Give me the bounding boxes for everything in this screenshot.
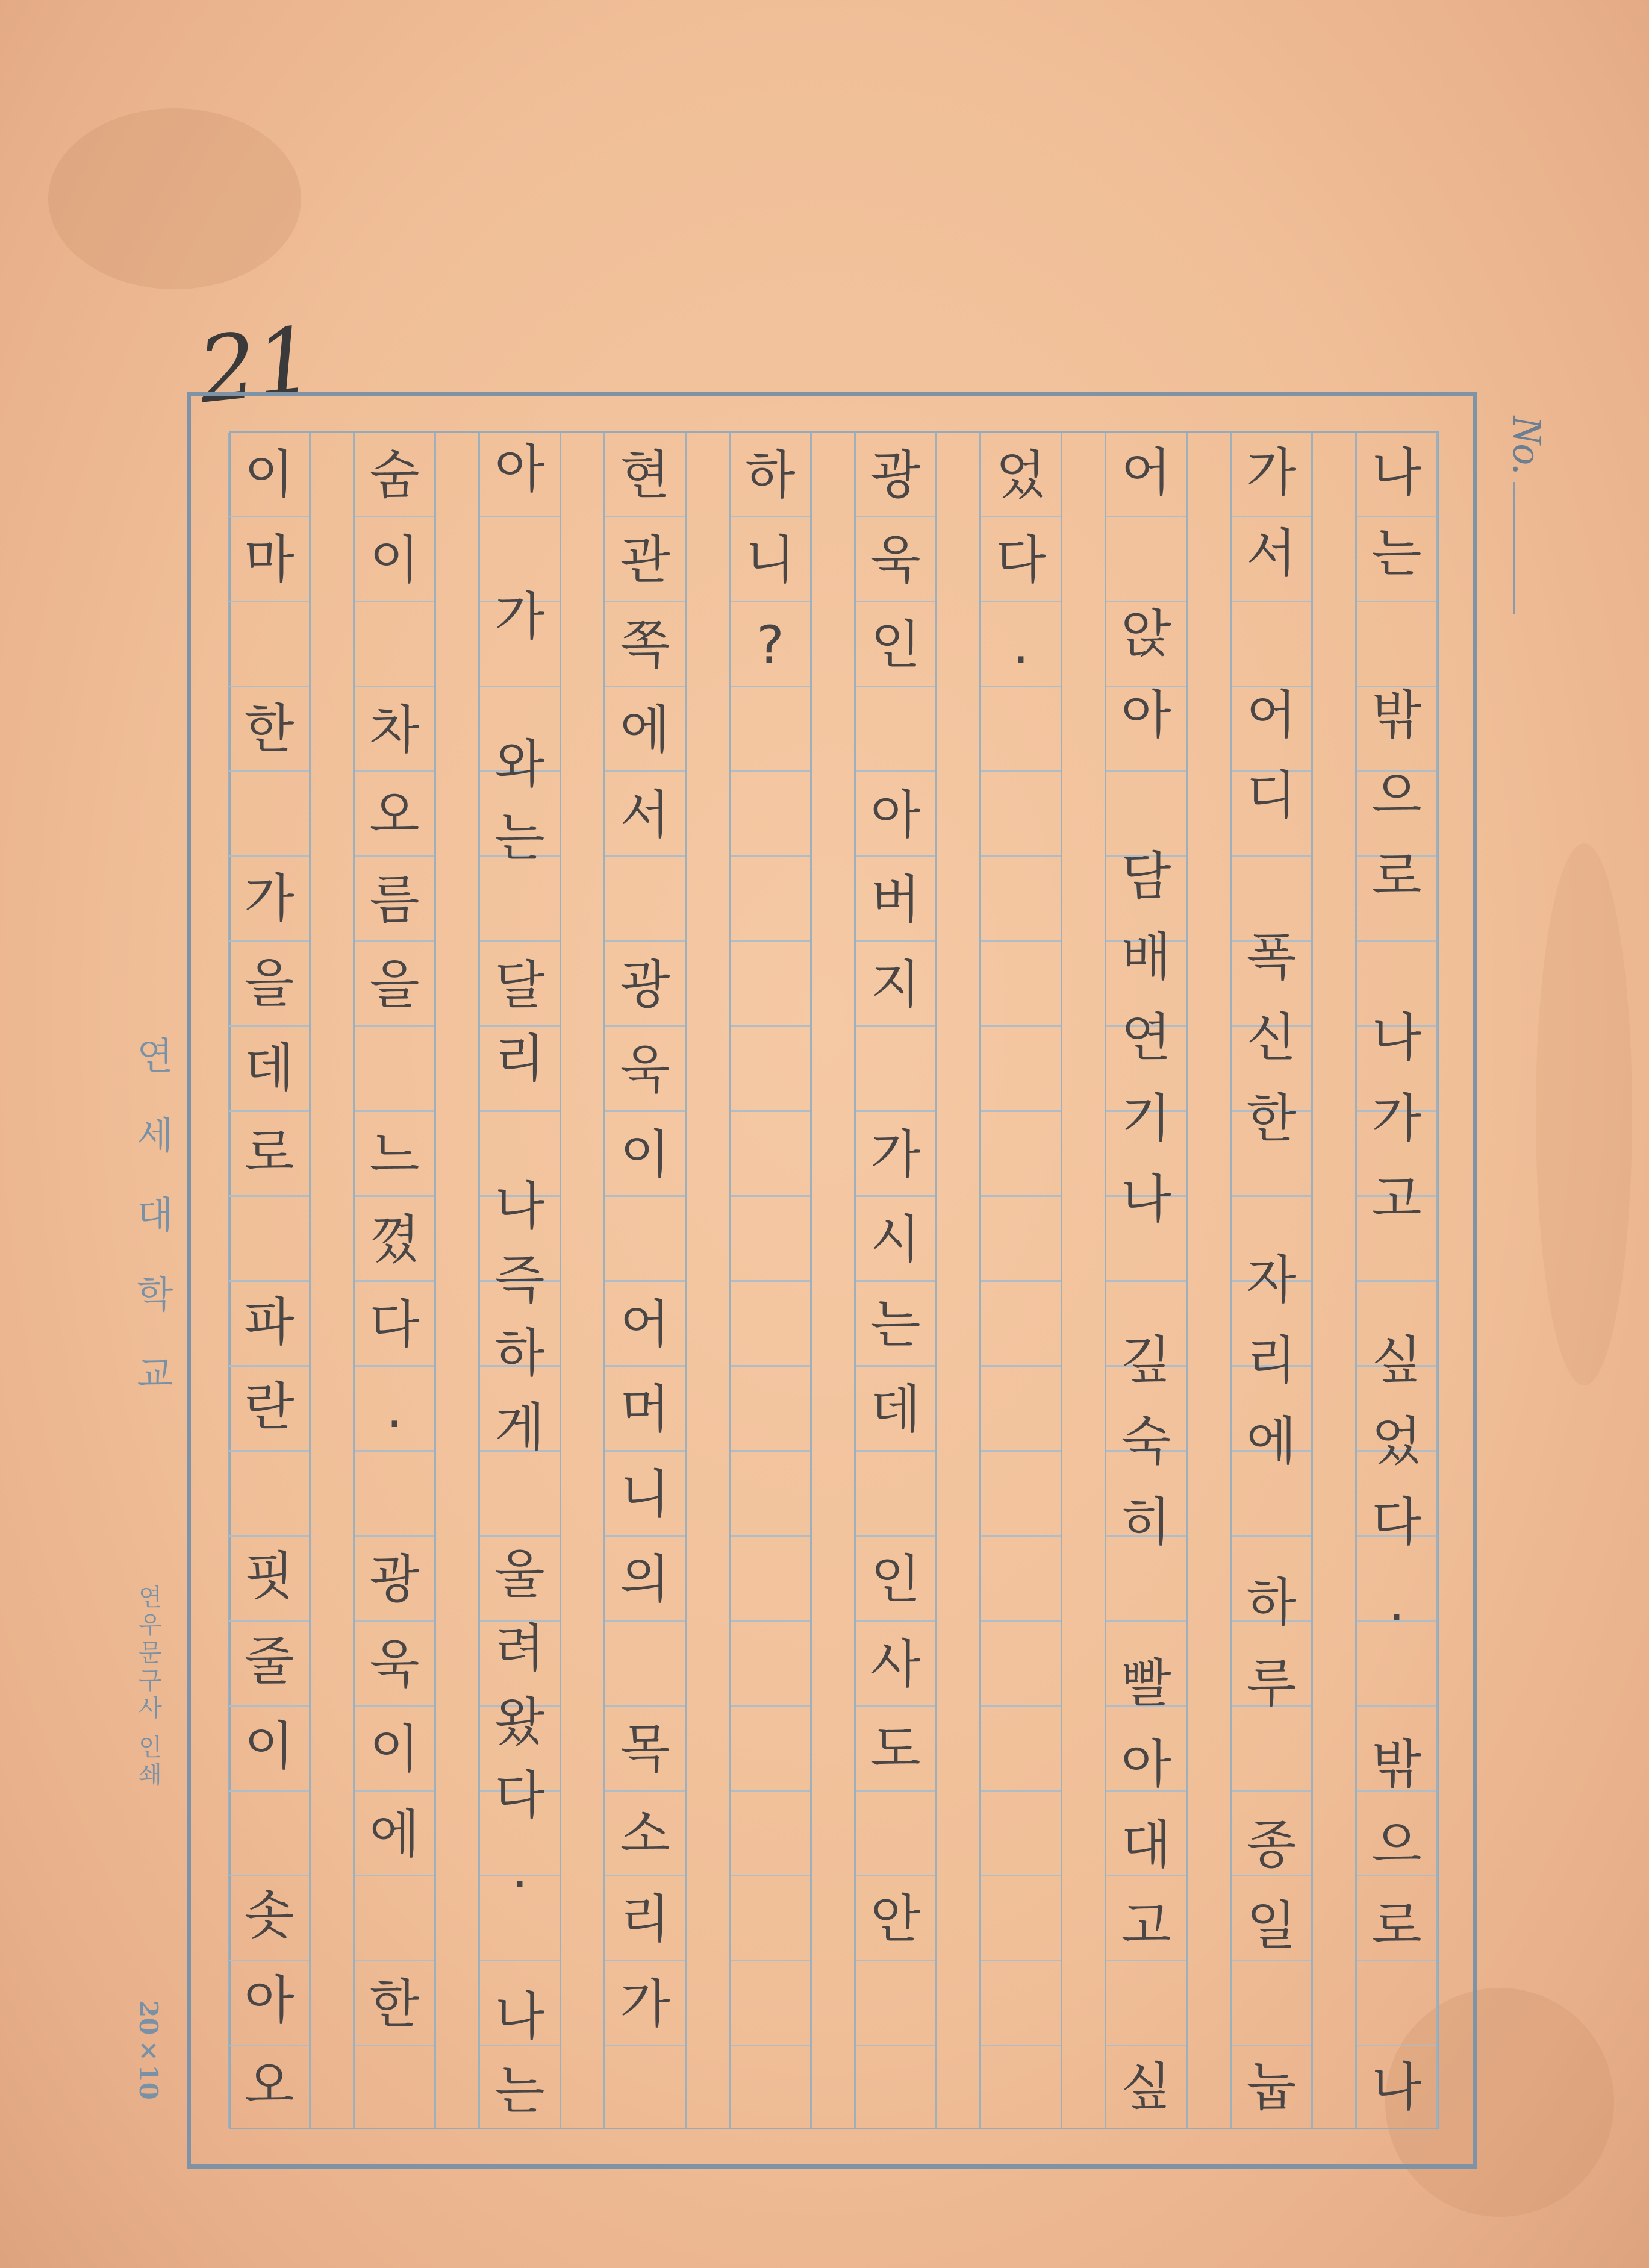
manuscript-cell	[480, 1096, 560, 1169]
manuscript-cell	[480, 1464, 560, 1538]
manuscript-cell	[229, 772, 309, 857]
manuscript-cell	[1232, 1966, 1311, 2047]
manuscript-cell: 나	[1371, 1008, 1422, 1068]
manuscript-cell: 와	[494, 734, 545, 795]
manuscript-cell	[355, 1452, 434, 1537]
manuscript-column	[603, 433, 687, 2128]
manuscript-cell: 히	[1121, 1492, 1171, 1552]
manuscript-cell: 안	[870, 1888, 921, 1949]
manuscript-cell: 이	[369, 530, 420, 590]
manuscript-cell: 니	[620, 1464, 670, 1525]
manuscript-cell: 울	[494, 1545, 545, 1605]
manuscript-cell	[1106, 513, 1186, 594]
manuscript-cell	[1357, 1643, 1436, 1724]
manuscript-cell: 었	[996, 445, 1046, 505]
manuscript-cell	[605, 857, 685, 942]
manuscript-cell	[355, 1876, 434, 1961]
manuscript-cell: 가	[244, 868, 295, 929]
manuscript-cell: 배	[1121, 927, 1171, 987]
manuscript-cell: 나	[1371, 443, 1422, 503]
manuscript-column	[854, 433, 937, 2128]
manuscript-cell: 려	[494, 1618, 545, 1679]
manuscript-cell: 광	[369, 1549, 420, 1610]
manuscript-cell: 소	[620, 1804, 670, 1864]
manuscript-cell: 종	[1246, 1815, 1297, 1875]
manuscript-cell	[1106, 1240, 1186, 1320]
manuscript-cell: 머	[620, 1379, 670, 1440]
manuscript-cell: 도	[870, 1719, 921, 1779]
manuscript-cell: 서	[620, 784, 670, 845]
manuscript-cell: 가	[1246, 443, 1297, 503]
university-label: 연세대학교	[130, 1036, 174, 1434]
manuscript-cell: 한	[244, 699, 295, 760]
manuscript-cell: 아	[1121, 1734, 1171, 1795]
manuscript-cell	[1232, 594, 1311, 675]
manuscript-cell: 솟	[244, 1885, 295, 1946]
manuscript-cell: 지	[870, 954, 921, 1015]
manuscript-column	[1355, 433, 1438, 2128]
manuscript-cell: 의	[620, 1549, 670, 1610]
manuscript-cell	[856, 1452, 935, 1537]
manuscript-cell: 버	[870, 869, 921, 930]
manuscript-cell: 즉	[494, 1249, 545, 1310]
manuscript-cell: 나	[1371, 2057, 1422, 2117]
manuscript-cell: 숙	[1121, 1411, 1171, 1472]
manuscript-cell: 을	[369, 954, 420, 1015]
manuscript-cell: 앉	[1121, 604, 1171, 664]
manuscript-cell: 하	[494, 1323, 545, 1384]
manuscript-column	[1105, 433, 1188, 2128]
manuscript-cell: 핏	[244, 1546, 295, 1607]
manuscript-cell	[856, 1027, 935, 1112]
manuscript-cell: 가	[870, 1124, 921, 1185]
manuscript-column	[729, 433, 812, 2128]
manuscript-cell: 고	[1371, 1169, 1422, 1229]
manuscript-cell: 리	[620, 1888, 670, 1949]
manuscript-cell: 게	[494, 1397, 545, 1458]
column-text	[1357, 433, 1436, 2128]
manuscript-cell	[229, 1195, 309, 1280]
column-text	[480, 433, 560, 2128]
manuscript-cell: 인	[870, 614, 921, 675]
manuscript-cell: 에	[1246, 1411, 1297, 1472]
manuscript-cell: 밖	[1371, 685, 1422, 745]
manuscript-cell: 로	[244, 1122, 295, 1183]
manuscript-cell	[480, 506, 560, 579]
manuscript-column	[979, 433, 1062, 2128]
manuscript-cell: 싶	[1121, 2057, 1171, 2117]
manuscript-cell: 빨	[1121, 1654, 1171, 1714]
manuscript-cell: 이	[620, 1124, 670, 1185]
manuscript-cell	[856, 1792, 935, 1876]
manuscript-cell: 한	[1246, 1089, 1297, 1149]
manuscript-column	[228, 433, 311, 2128]
manuscript-cell: 담	[1121, 846, 1171, 907]
manuscript-cell: 다	[494, 1766, 545, 1826]
manuscript-cell	[480, 875, 560, 948]
manuscript-cell: 욱	[870, 530, 921, 590]
manuscript-cell: 이	[244, 1716, 295, 1776]
manuscript-cell: 싶	[1371, 1331, 1422, 1391]
manuscript-cell: 디	[1246, 766, 1297, 826]
manuscript-cell: 어	[1246, 685, 1297, 745]
manuscript-cell: .	[386, 1379, 403, 1440]
column-text	[605, 433, 685, 2128]
no-label: No.	[1504, 416, 1550, 476]
manuscript-cell: 욱	[620, 1039, 670, 1100]
manuscript-cell: 사	[870, 1634, 921, 1695]
manuscript-cell	[355, 602, 434, 687]
manuscript-cell: 다	[1371, 1492, 1422, 1552]
manuscript-cell: 에	[620, 699, 670, 760]
grid-size-label: 20×10	[134, 2000, 163, 2100]
manuscript-cell: 가	[494, 586, 545, 647]
manuscript-cell: 아	[244, 1970, 295, 2031]
manuscript-cell: 다	[369, 1294, 420, 1355]
manuscript-cell	[605, 1622, 685, 1707]
manuscript-cell: 일	[1246, 1896, 1297, 1956]
manuscript-cell: 관	[620, 530, 670, 590]
column-text	[1106, 433, 1186, 2128]
manuscript-cell: 니	[745, 530, 796, 590]
column-text	[1232, 433, 1311, 2128]
manuscript-cell: 숨	[369, 445, 420, 505]
manuscript-cell: 달	[494, 955, 545, 1016]
manuscript-cell: 데	[244, 1038, 295, 1099]
manuscript-column	[353, 433, 436, 2128]
manuscript-cell: 는	[1371, 523, 1422, 584]
manuscript-cell: 나	[1121, 1169, 1171, 1229]
manuscript-cell: .	[511, 1839, 528, 1900]
manuscript-cell: 줄	[244, 1631, 295, 1692]
manuscript-cell: 오	[369, 784, 420, 845]
manuscript-cell: 데	[870, 1379, 921, 1440]
manuscript-cell	[1106, 1966, 1186, 2047]
manuscript-cell: 로	[1371, 1896, 1422, 1956]
manuscript-cell: 어	[1121, 443, 1171, 503]
manuscript-cell	[229, 1449, 309, 1534]
manuscript-cell: 이	[244, 445, 295, 505]
no-line	[1513, 482, 1515, 614]
manuscript-cell: 으	[1371, 1815, 1422, 1875]
manuscript-cell: 눕	[1246, 2057, 1297, 2117]
manuscript-cell: 밖	[1371, 1734, 1422, 1795]
manuscript-cell: 대	[1121, 1815, 1171, 1875]
column-text	[229, 433, 309, 2128]
manuscript-cell: 파	[244, 1292, 295, 1353]
manuscript-cell: 시	[870, 1209, 921, 1270]
manuscript-cell: 가	[1371, 1089, 1422, 1149]
manuscript-cell: 는	[870, 1294, 921, 1355]
manuscript-cell: .	[1388, 1573, 1405, 1633]
manuscript-cell	[856, 687, 935, 772]
manuscript-cell: 나	[494, 1176, 545, 1237]
manuscript-cell: 리	[1246, 1331, 1297, 1391]
manuscript-cell: 으	[1371, 766, 1422, 826]
manuscript-cell: 현	[620, 445, 670, 505]
manuscript-cell: 리	[494, 1028, 545, 1089]
manuscript-cell: 가	[620, 1973, 670, 2034]
manuscript-cell: 인	[870, 1549, 921, 1610]
manuscript-cell: 꼈	[369, 1209, 420, 1270]
manuscript-cell: 광	[620, 954, 670, 1015]
manuscript-cell: 신	[1246, 1008, 1297, 1068]
manuscript-cell: 는	[494, 2060, 545, 2121]
manuscript-cell	[355, 1027, 434, 1112]
manuscript-cell: 었	[1371, 1411, 1422, 1472]
manuscript-cell: 어	[620, 1294, 670, 1355]
column-text	[731, 433, 810, 2128]
manuscript-cell: 고	[1121, 1896, 1171, 1956]
manuscript-cell	[480, 654, 560, 727]
manuscript-cell	[1232, 836, 1311, 917]
manuscript-cell	[1357, 1240, 1436, 1320]
manuscript-cell	[1357, 594, 1436, 675]
manuscript-cell: 아	[494, 439, 545, 500]
manuscript-cell: 다	[996, 530, 1046, 590]
manuscript-cell: 서	[1246, 523, 1297, 584]
manuscript-cell: 로	[1371, 846, 1422, 907]
manuscript-cell: 름	[369, 869, 420, 930]
manuscript-cell: 왔	[494, 1692, 545, 1753]
manuscript-cell: 욱	[369, 1634, 420, 1695]
manuscript-cell	[605, 1197, 685, 1282]
manuscript-cell: 연	[1121, 1008, 1171, 1068]
manuscript-cell: 깊	[1121, 1331, 1171, 1391]
manuscript-cell	[1357, 1966, 1436, 2047]
manuscript-cell: 아	[1121, 685, 1171, 745]
manuscript-column	[478, 433, 561, 2128]
manuscript-cell: 하	[1246, 1573, 1297, 1633]
page-number: 21	[193, 307, 319, 424]
manuscript-cell: ?	[756, 614, 784, 675]
manuscript-cell: 오	[244, 2055, 295, 2116]
manuscript-cell: 나	[494, 1987, 545, 2048]
manuscript-cell: 에	[369, 1804, 420, 1864]
manuscript-cell	[1357, 917, 1436, 998]
manuscript-cell	[1106, 1563, 1186, 1643]
manuscript-cell: 란	[244, 1377, 295, 1438]
manuscript-cell	[1232, 1159, 1311, 1240]
column-text	[856, 433, 935, 2128]
manuscript-cell: 자	[1246, 1250, 1297, 1310]
column-text	[981, 433, 1061, 2128]
manuscript-cell: 이	[369, 1719, 420, 1779]
manuscript-cell	[229, 1788, 309, 1873]
manuscript-cell: 아	[870, 784, 921, 845]
manuscript-cell	[1232, 1482, 1311, 1563]
manuscript-cell: 쪽	[620, 614, 670, 675]
manuscript-cell: 마	[244, 530, 295, 590]
manuscript-cell: 느	[369, 1124, 420, 1185]
manuscript-cell: 하	[745, 445, 796, 505]
manuscript-cell	[1106, 755, 1186, 836]
manuscript-cell: 기	[1121, 1089, 1171, 1149]
manuscript-cell: 폭	[1246, 927, 1297, 987]
manuscript-cell: 광	[870, 445, 921, 505]
manuscript-cell: 루	[1246, 1654, 1297, 1714]
manuscript-cell: 한	[369, 1973, 420, 2034]
manuscript-cell	[1232, 1724, 1311, 1805]
manuscript-cell: .	[1012, 614, 1029, 675]
manuscript-cell: 을	[244, 953, 295, 1014]
manuscript-cell	[229, 602, 309, 687]
manuscript-cell: 목	[620, 1719, 670, 1779]
manuscript-cell: 는	[494, 807, 545, 868]
column-text	[355, 433, 434, 2128]
manuscript-cell: 차	[369, 699, 420, 760]
printer-label: 연우문구사 인쇄	[134, 1584, 162, 1790]
manuscript-column	[1230, 433, 1313, 2128]
manuscript-cell	[480, 1907, 560, 1980]
